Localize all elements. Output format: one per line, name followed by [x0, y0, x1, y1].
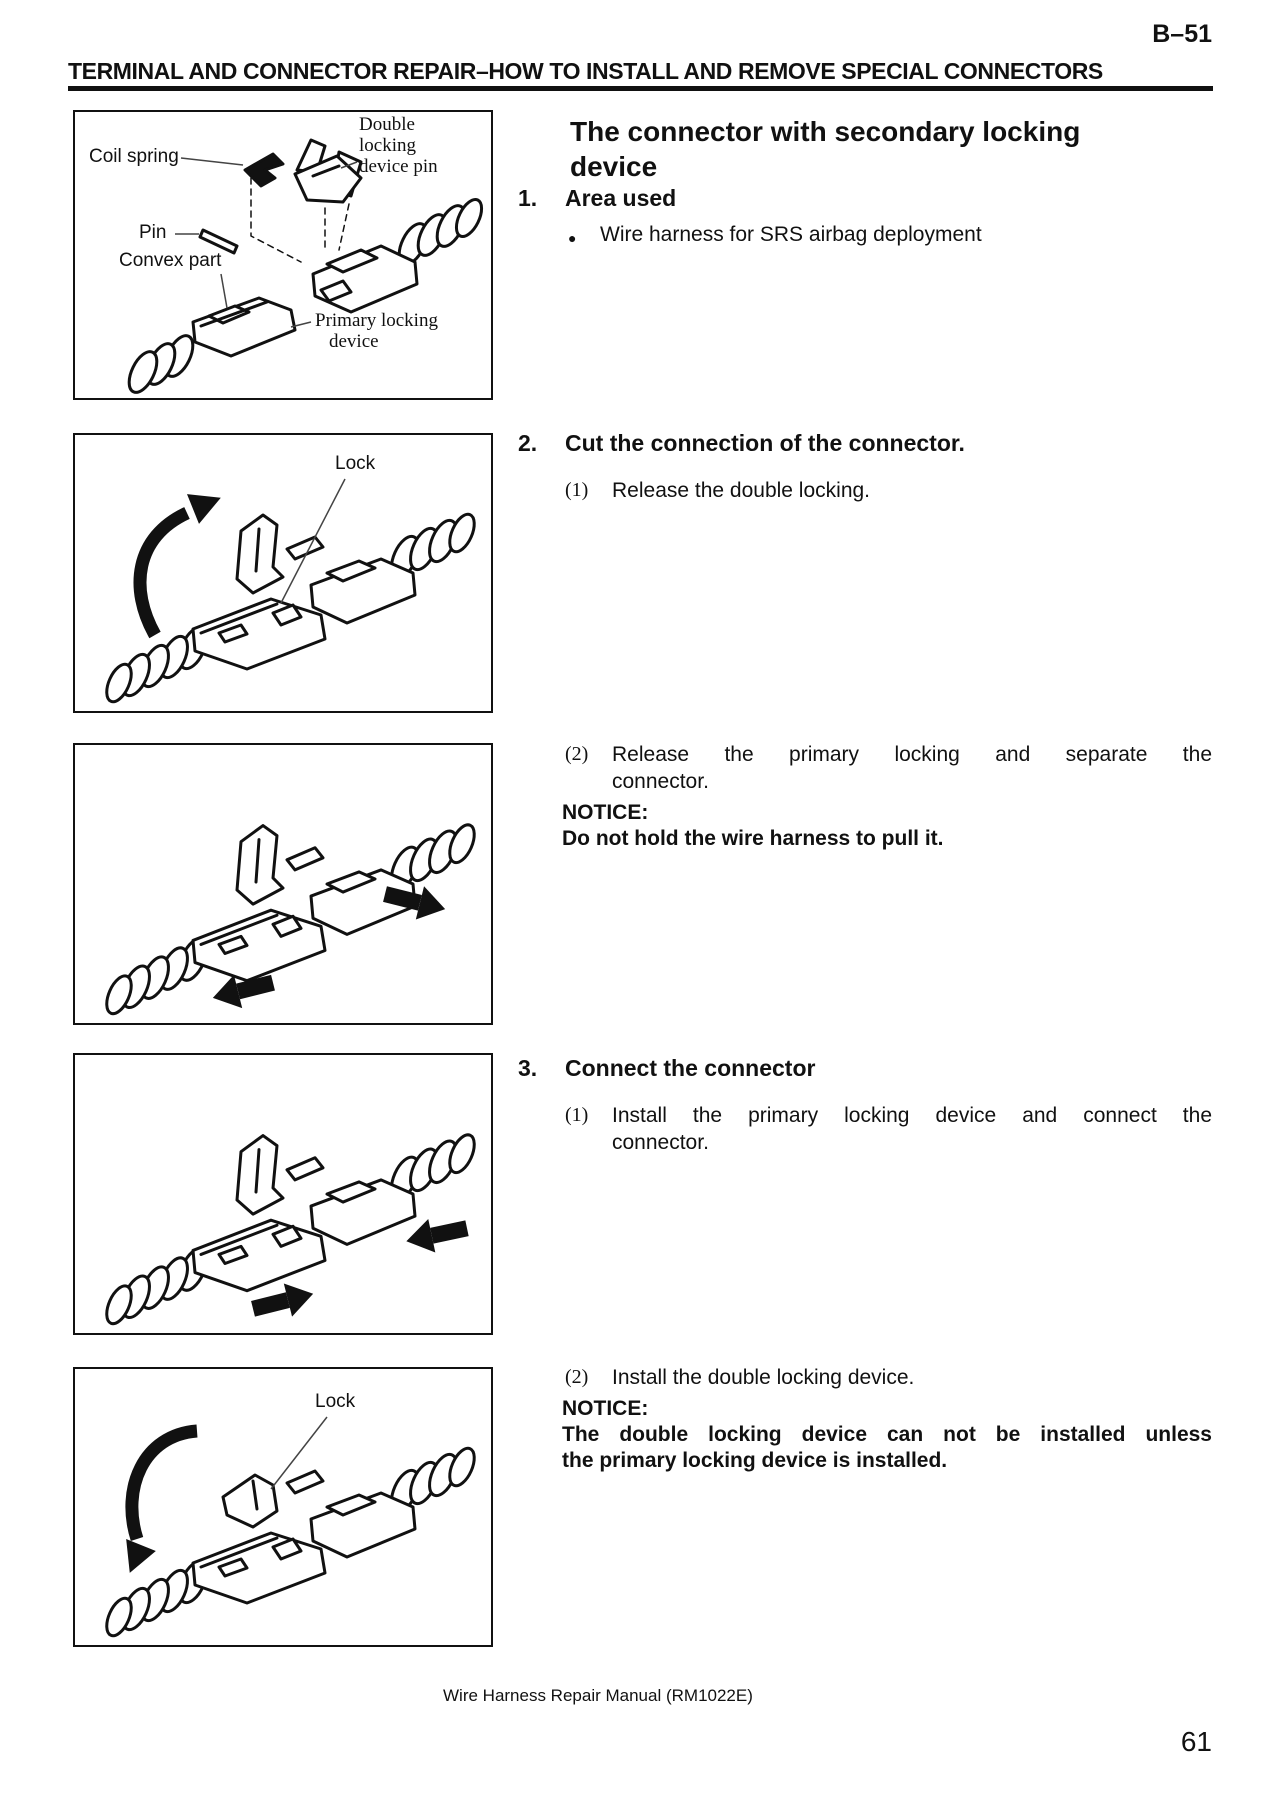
label-line: locking	[359, 135, 416, 156]
figure-5-illustration	[75, 1369, 491, 1645]
footer-manual-reference: Wire Harness Repair Manual (RM1022E)	[443, 1686, 753, 1705]
step-text: Install the double locking device.	[612, 1366, 915, 1389]
section-3-step-1	[565, 1102, 1212, 1156]
step-text	[612, 1102, 1212, 1156]
figure-label-lock: Lock	[335, 453, 376, 474]
label-line: Primary locking	[315, 310, 438, 331]
section-3-title: Connect the connector	[565, 1055, 816, 1081]
section-2-heading	[518, 430, 965, 456]
section-1-title: Area used	[565, 185, 677, 211]
figure-box-exploded-view	[73, 110, 493, 400]
section-2-title: Cut the connection of the connector.	[565, 430, 965, 456]
page-reference: B–51	[1152, 20, 1212, 48]
section-3-notice-text	[562, 1422, 1212, 1474]
step-marker: (2)	[565, 1366, 589, 1388]
label-line: Double	[359, 114, 415, 135]
section-2-step-1	[565, 477, 870, 504]
bullet-icon: ●	[568, 230, 577, 246]
section-3-heading	[518, 1055, 815, 1081]
section-1-bullet-item	[568, 222, 982, 251]
step-text-line2: connector.	[612, 1131, 709, 1154]
figure-4-illustration	[75, 1055, 491, 1333]
article-title-line2: device	[570, 151, 658, 182]
figure-label-coil-spring: Coil spring	[89, 146, 179, 167]
figure-box-connect-connector	[73, 1053, 493, 1335]
title-rule	[68, 86, 1213, 91]
notice-line2: the primary locking device is installed.	[562, 1449, 948, 1472]
figure-box-release-double-locking	[73, 433, 493, 713]
figure-3-illustration	[75, 745, 491, 1023]
step-marker: (1)	[565, 479, 589, 501]
step-text-line2: connector.	[612, 770, 709, 793]
section-1-heading	[518, 185, 676, 211]
label-line: device pin	[359, 156, 438, 177]
figure-box-separate-connector	[73, 743, 493, 1025]
figure-label-lock: Lock	[315, 1391, 356, 1412]
step-text	[612, 741, 1212, 795]
figure-box-install-double-locking	[73, 1367, 493, 1647]
notice-line1: The double locking device can not be installed unless	[562, 1423, 1212, 1446]
section-2-number: 2.	[518, 430, 538, 456]
page-title: TERMINAL AND CONNECTOR REPAIR–HOW TO INSTALL AND REMOVE SPECIAL CONNECTORS	[68, 58, 1103, 84]
section-2-notice-text: Do not hold the wire harness to pull it.	[562, 827, 944, 850]
figure-label-pin: Pin	[139, 222, 167, 243]
section-3-notice-label: NOTICE:	[562, 1397, 649, 1420]
label-line: device	[329, 331, 379, 352]
section-3-number: 3.	[518, 1055, 538, 1081]
page-number: 61	[1180, 1726, 1212, 1757]
section-2-step-2	[565, 741, 1212, 795]
figure-label-primary-locking-device	[315, 310, 438, 352]
section-1-bullet-text: Wire harness for SRS airbag deployment	[600, 223, 982, 246]
step-text-line1: Install the primary locking device and connect the	[612, 1104, 1212, 1127]
figure-2-illustration	[75, 435, 491, 711]
figure-label-double-locking-device-pin	[359, 114, 438, 177]
section-3-step-2	[565, 1364, 914, 1391]
article-title-line1: The connector with secondary locking	[570, 116, 1081, 147]
section-2-notice-label: NOTICE:	[562, 801, 649, 824]
step-marker: (1)	[565, 1104, 589, 1126]
figure-label-convex-part: Convex part	[119, 250, 222, 271]
step-text: Release the double locking.	[612, 479, 871, 502]
section-1-number: 1.	[518, 185, 538, 211]
step-text-line1: Release the primary locking and separate the	[612, 743, 1212, 766]
step-marker: (2)	[565, 743, 589, 765]
article-title	[570, 114, 1190, 184]
